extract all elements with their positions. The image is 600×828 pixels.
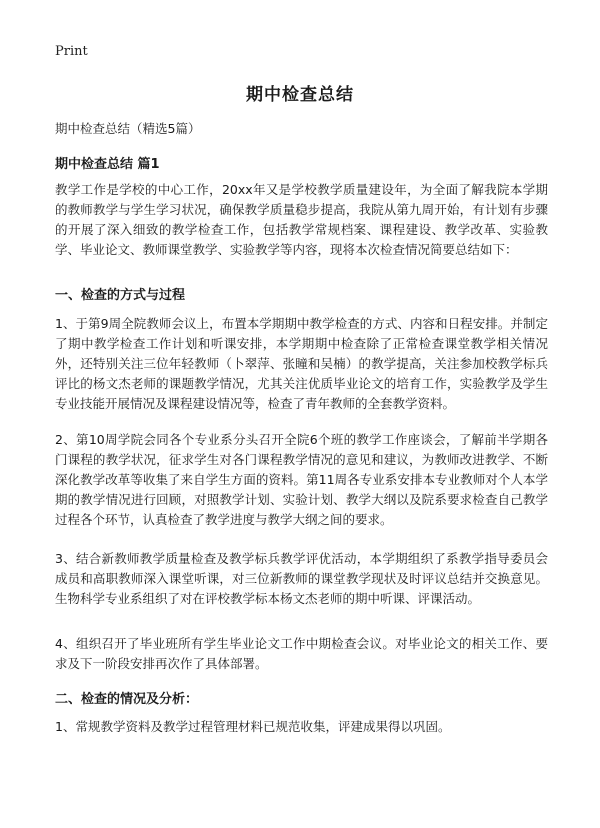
section1-paragraph-3: 3、结合新教师教学质量检查及教学标兵教学评优活动，本学期组织了系教学指导委员会成员和高职教师深入课堂听课，对三位新教师的课堂教学现状及时评议总结并交换意见。生物科学专业系组织了对在评校教学标本杨文杰老师的期中听课、评课活动。 — [55, 551, 548, 606]
section2-paragraph-1: 1、常规教学资料及教学过程管理材料已规范收集，评建成果得以巩固。 — [55, 719, 451, 734]
section2-heading: 二、检查的情况及分析： — [55, 692, 199, 707]
section1-paragraph-2: 2、第10周学院会同各个专业系分头召开全院6个班的教学工作座谈会，了解前半学期各门课程的教学状况，征求学生对各门课程教学情况的意见和建议，为教师改进教学、不断深化教学改革等收集了来自学生方面的资料。第11周各专业系安排本专业教师对个人本学期的教学情况进行回顾，对照教学计划、实验计划、教学大纲以及院系要求检查自己教学过程各个环节，认真检查了教学进度与教学大纲之间的要求。 — [55, 432, 548, 527]
section1-heading: 一、检查的方式与过程 — [55, 288, 186, 303]
document-title: 期中检查总结 — [246, 85, 354, 105]
section1-paragraph-1: 1、于第9周全院教师会议上，布置本学期期中教学检查的方式、内容和日程安排。并制定了期中教学检查工作计划和听课安排，本学期期中检查除了正常检查课堂教学相关情况外，还特别关注三位年轻教师（卜翠萍、张瞳和吴楠）的教学提高，关注参加校教学标兵评比的杨文杰老师的课题教学情况，尤其关注优质毕业论文的培育工作，实验教学及学生专业技能开展情况及课程建设情况等，检查了青年教师的全套教学资料。 — [55, 316, 548, 411]
print-link[interactable]: Print — [55, 44, 88, 59]
section1-paragraph-4: 4、组织召开了毕业班所有学生毕业论文工作中期检查会议。对毕业论文的相关工作、要求及下一阶段安排再次作了具体部署。 — [55, 636, 548, 671]
article-heading: 期中检查总结 篇1 — [55, 157, 160, 172]
document-subtitle: 期中检查总结（精选5篇） — [55, 121, 201, 136]
intro-paragraph: 教学工作是学校的中心工作，20xx年又是学校教学质量建设年，为全面了解我院本学期的教师教学与学生学习状况，确保教学质量稳步提高，我院从第九周开始，有计划有步骤的开展了深入细致的教学检查工作，包括教学常规档案、课程建设、教学改革、实验教学、毕业论文、教师课堂教学、实验教学等内容，现将本次检查情况简要总结如下： — [55, 182, 548, 257]
